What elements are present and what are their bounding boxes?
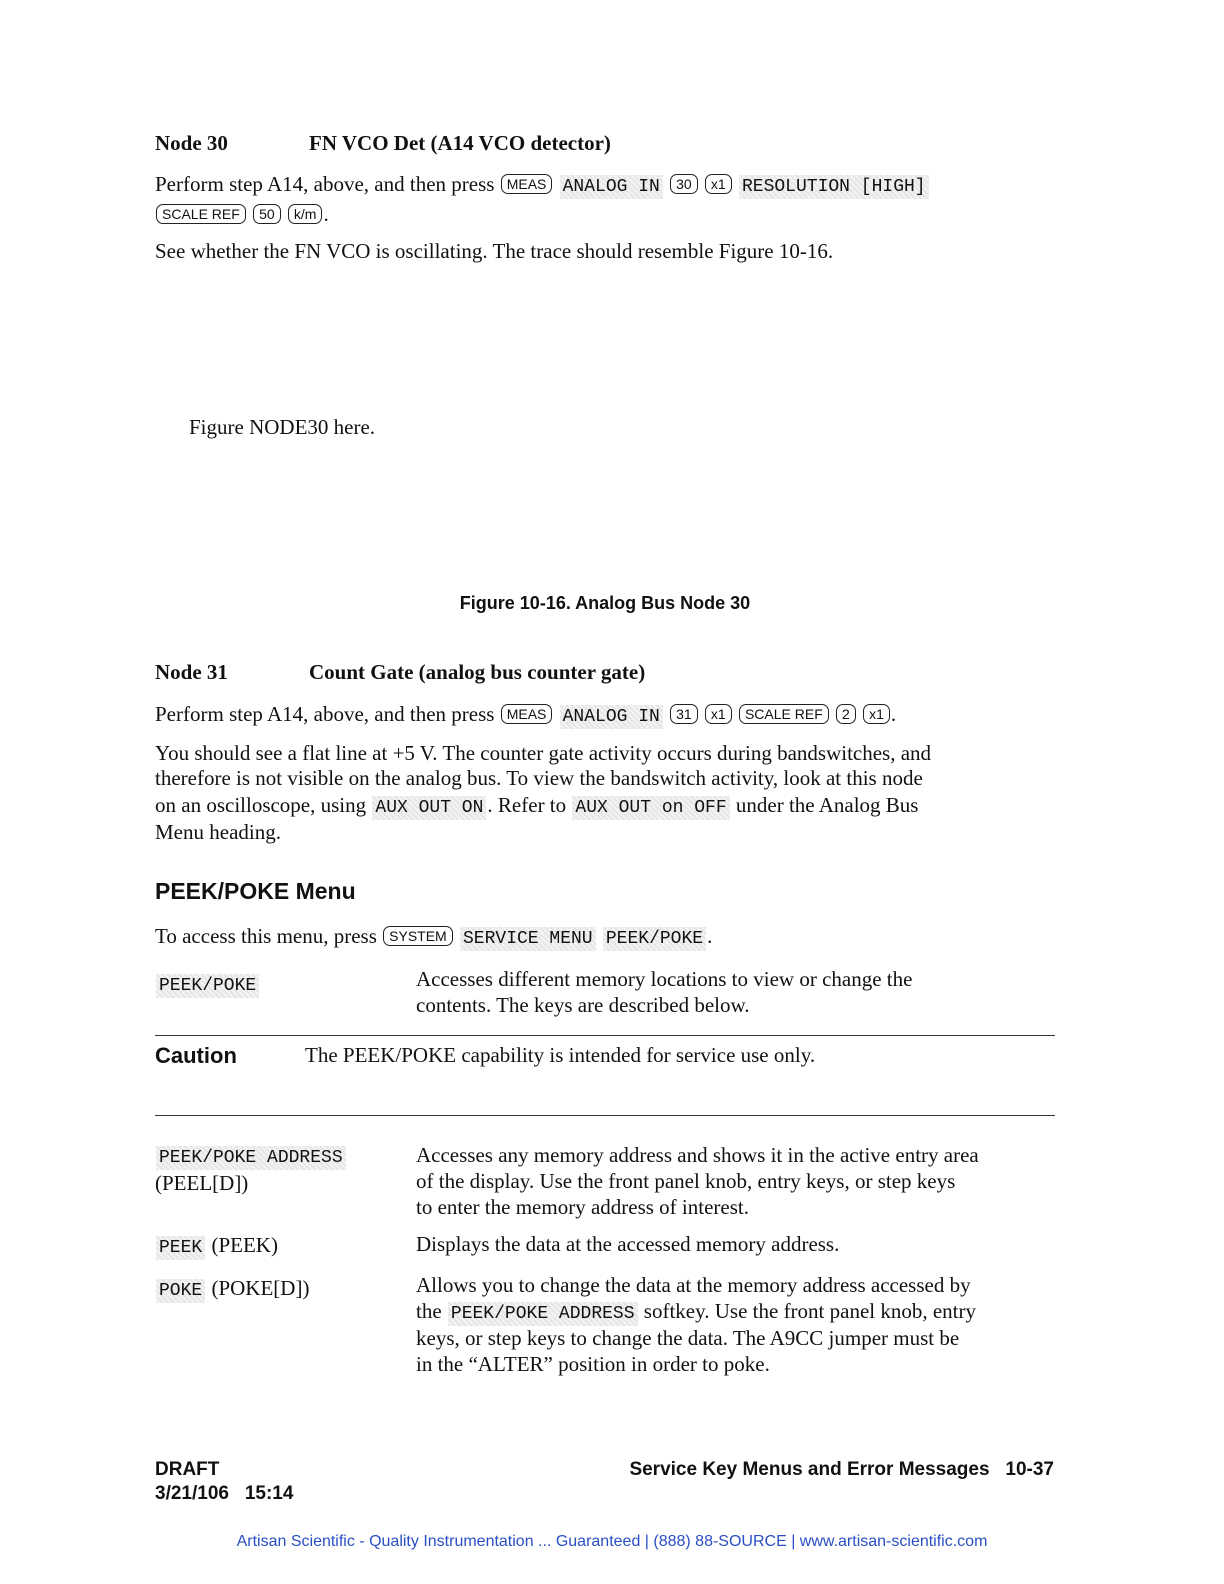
entry2-desc-line2: of the display. Use the front panel knob, entry keys, or step keys	[416, 1169, 956, 1193]
x1-key[interactable]: x1	[705, 704, 732, 724]
footer-section	[629, 1459, 1054, 1481]
peekpoke-heading: PEEK/POKE Menu	[155, 878, 356, 904]
analog-in-softkey[interactable]: ANALOG IN	[560, 705, 663, 729]
node30-label: Node 30	[155, 131, 228, 155]
caution-text: The PEEK/POKE capability is intended for service use only.	[305, 1043, 816, 1067]
entry2-sub: (PEEL[D])	[155, 1171, 249, 1195]
aux-out-on-off-softkey[interactable]: AUX OUT on OFF	[572, 796, 729, 820]
entry4-term: POKE (POKE[D])	[155, 1275, 309, 1303]
node31-step-text: Perform step A14, above, and then press	[155, 702, 495, 726]
peekpoke-address-softkey[interactable]: PEEK/POKE ADDRESS	[156, 1146, 346, 1170]
key-2[interactable]: 2	[836, 704, 856, 724]
x1-key[interactable]: x1	[705, 174, 732, 194]
analog-in-softkey[interactable]: ANALOG IN	[560, 175, 663, 199]
caution-bottom-rule	[155, 1115, 1055, 1116]
entry1-desc-line2: contents. The keys are described below.	[416, 993, 750, 1017]
x1-key-second[interactable]: x1	[863, 704, 890, 724]
node30-trace-paragraph: See whether the FN VCO is oscillating. The trace should resemble Figure 10-16.	[155, 239, 834, 263]
peekpoke-address-softkey-inline[interactable]: PEEK/POKE ADDRESS	[448, 1302, 638, 1326]
scale-ref-key[interactable]: SCALE REF	[156, 204, 246, 224]
scale-ref-key[interactable]: SCALE REF	[739, 704, 829, 724]
node30-step-text: Perform step A14, above, and then press	[155, 172, 495, 196]
entry3-term: PEEK (PEEK)	[155, 1232, 278, 1260]
node31-label: Node 31	[155, 660, 228, 684]
resolution-high-softkey[interactable]: RESOLUTION [HIGH]	[739, 175, 929, 199]
meas-key[interactable]: MEAS	[501, 174, 553, 194]
node31-para-line3: on an oscilloscope, using AUX OUT ON . Refer to AUX OUT on OFF under the Analog Bus	[155, 793, 919, 818]
footer-section-title: Service Key Menus and Error Messages	[629, 1459, 990, 1480]
footer-draft: DRAFT	[155, 1459, 220, 1480]
km-key[interactable]: k/m	[288, 204, 323, 224]
entry3-desc: Displays the data at the accessed memory address.	[416, 1232, 840, 1256]
entry4-desc-line1: Allows you to change the data at the memory address accessed by	[416, 1273, 971, 1297]
entry4-desc-line2: the PEEK/POKE ADDRESS softkey. Use the front panel knob, entry	[416, 1299, 977, 1324]
aux-out-on-softkey[interactable]: AUX OUT ON	[372, 796, 486, 820]
node30-title: FN VCO Det (A14 VCO detector)	[309, 131, 611, 155]
peek-softkey[interactable]: PEEK	[156, 1236, 205, 1260]
caution-label: Caution	[155, 1043, 237, 1068]
entry4-desc-line3: keys, or step keys to change the data. The A9CC jumper must be	[416, 1326, 960, 1350]
key-31[interactable]: 31	[670, 704, 698, 724]
entry2-desc-line1: Accesses any memory address and shows it in the active entry area	[416, 1143, 979, 1167]
figure-placeholder: Figure NODE30 here.	[189, 415, 376, 439]
system-key[interactable]: SYSTEM	[383, 926, 453, 946]
peekpoke-softkey[interactable]: PEEK/POKE	[603, 927, 706, 951]
peekpoke-softkey[interactable]: PEEK/POKE	[156, 974, 259, 998]
node30-step-paragraph-line2: SCALE REF 50 k/m .	[155, 201, 329, 227]
peekpoke-access-paragraph: To access this menu, press SYSTEM SERVICE MENU PEEK/POKE .	[155, 924, 713, 949]
footer-date: 3/21/106	[155, 1483, 229, 1504]
node30-step-paragraph	[155, 171, 930, 199]
meas-key[interactable]: MEAS	[501, 704, 553, 724]
entry4-desc-line4: in the “ALTER” position in order to poke.	[416, 1352, 770, 1376]
poke-softkey[interactable]: POKE	[156, 1279, 205, 1303]
node31-title: Count Gate (analog bus counter gate)	[309, 660, 646, 684]
footer-time: 15:14	[244, 1483, 294, 1504]
node31-para-line4: Menu heading.	[155, 820, 281, 844]
key-50[interactable]: 50	[253, 204, 281, 224]
footer-datetime	[155, 1483, 293, 1505]
node31-para-line2: therefore is not visible on the analog bus. To view the bandswitch activity, look at this node	[155, 766, 923, 790]
entry1-desc-line1: Accesses different memory locations to view or change the	[416, 967, 913, 991]
key-30[interactable]: 30	[670, 174, 698, 194]
entry2-desc-line3: to enter the memory address of interest.	[416, 1195, 749, 1219]
figure-caption: Figure 10-16. Analog Bus Node 30	[459, 593, 751, 613]
caution-top-rule	[155, 1035, 1055, 1036]
node31-step-paragraph: Perform step A14, above, and then press MEAS ANALOG IN 31 x1 SCALE REF 2 x1 .	[155, 702, 897, 727]
entry2-term	[155, 1142, 347, 1170]
artisan-banner-link[interactable]: Artisan Scientific - Quality Instrumentation ... Guaranteed | (888) 88-SOURCE | www.artisan-scientific.com	[236, 1533, 988, 1550]
entry1-term	[155, 970, 260, 998]
node31-para-line1: You should see a flat line at +5 V. The counter gate activity occurs during bandswitches, and	[155, 741, 932, 765]
footer-page-number: 10-37	[1005, 1459, 1054, 1480]
service-menu-softkey[interactable]: SERVICE MENU	[460, 927, 596, 951]
